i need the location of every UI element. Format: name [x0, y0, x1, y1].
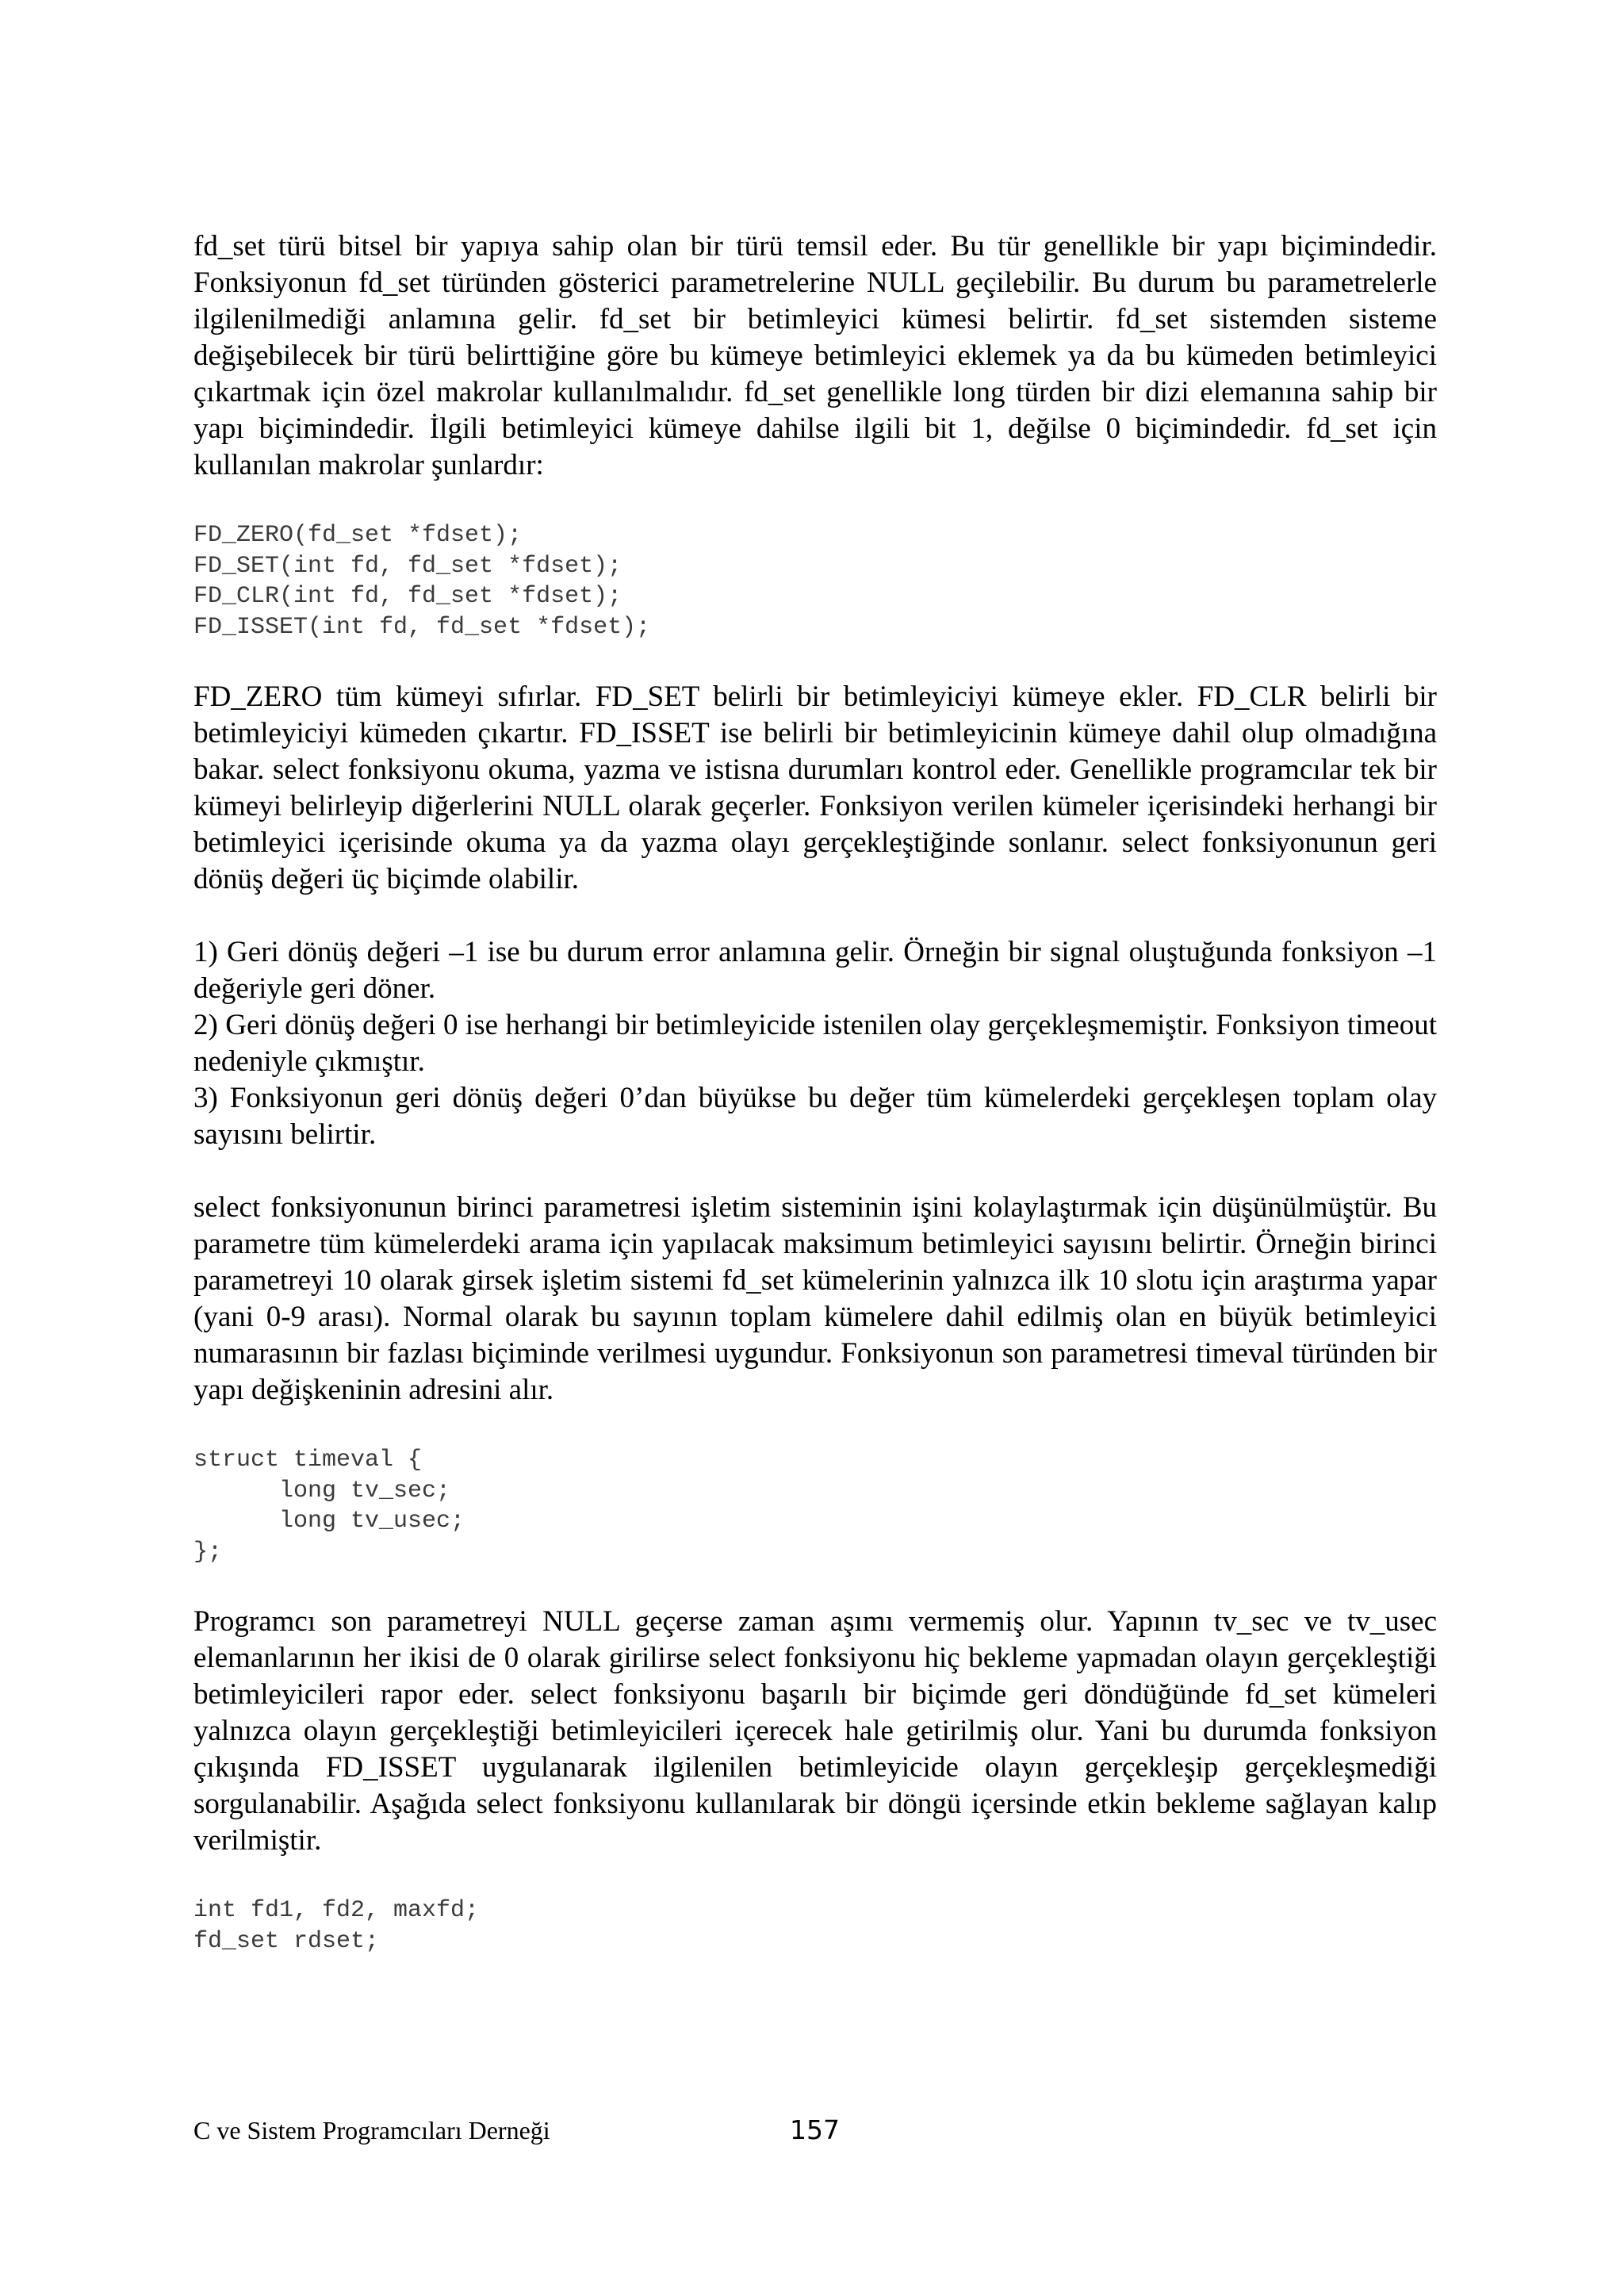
- paragraph-macros-description: FD_ZERO tüm kümeyi sıfırlar. FD_SET belirli bir betimleyiciyi kümeye ekler. FD_CLR belirli bir betimleyiciyi kümeden çıkartır. FD_ISSET ise belirli bir betimleyicinin kümeye dahil olup olmadığına bakar. select fonksiyonu okuma, yazma ve istisna durumları kontrol eder. Genellikle programcılar tek bir kümeyi belirleyip diğerlerini NULL olarak geçerler. Fonksiyon verilen kümeler içerisindeki herhangi bir betimleyici içerisinde okuma ya da yazma olayı gerçekleştiğinde sonlanır. select fonksiyonunun geri dönüş değeri üç biçimde olabilir.: [193, 680, 1437, 895]
- code-block-timeval: struct timeval { long tv_sec; long tv_usec; };: [193, 1447, 465, 1566]
- page-number: 157: [790, 2114, 840, 2145]
- list-item: 1) Geri dönüş değeri –1 ise bu durum error anlamına gelir. Örneğin bir signal oluştuğunda fonksiyon –1 değeriyle geri döner.: [193, 936, 1437, 1005]
- paragraph-fd-set-intro: fd_set türü bitsel bir yapıya sahip olan bir türü temsil eder. Bu tür genellikle bir yapı biçimindedir. Fonksiyonun fd_set türünden gösterici parametrelerine NULL geçilebilir. Bu durum bu parametrelerle ilgilenilmediği anlamına gelir. fd_set bir betimleyici kümesi belirtir. fd_set sistemden sisteme değişebilecek bir türü belirttiğine göre bu kümeye betimleyici eklemek ya da bu kümeden betimleyici çıkartmak için özel makrolar kullanılmalıdır. fd_set genellikle long türden bir dizi elemanına sahip bir yapı biçimindedir. İlgili betimleyici kümeye dahilse ilgili bit 1, değilse 0 biçimindedir. fd_set için kullanılan makrolar şunlardır:: [193, 230, 1437, 481]
- list-item: 3) Fonksiyonun geri dönüş değeri 0’dan büyükse bu değer tüm kümelerdeki gerçekleşen toplam olay sayısını belirtir.: [193, 1082, 1437, 1151]
- code-block-macros: FD_ZERO(fd_set *fdset); FD_SET(int fd, fd_set *fdset); FD_CLR(int fd, fd_set *fdset); FD_ISSET(int fd, fd_set *fdset);: [193, 522, 651, 641]
- return-value-list: [193, 934, 1437, 1153]
- footer-organization: C ve Sistem Programcıları Derneği: [193, 2116, 550, 2145]
- paragraph-timeout: Programcı son parametreyi NULL geçerse zaman aşımı vermemiş olur. Yapının tv_sec ve tv_usec elemanlarının her ikisi de 0 olarak girilirse select fonksiyonu hiç bekleme yapmadan olayın gerçekleştiği betimleyicileri rapor eder. select fonksiyonu başarılı bir biçimde geri döndüğünde fd_set kümeleri yalnızca olayın gerçekleştiği betimleyicileri içerecek hale getirilmiş olur. Yani bu durumda fonksiyon çıkışında FD_ISSET uygulanarak ilgilenilen betimleyicide olayın gerçekleşip gerçekleşmediği sorgulanabilir. Aşağıda select fonksiyonu kullanılarak bir döngü içersinde etkin bekleme sağlayan kalıp verilmiştir.: [193, 1605, 1437, 1857]
- code-block-variables: int fd1, fd2, maxfd; fd_set rdset;: [193, 1897, 480, 1955]
- page-content: [193, 228, 1437, 1957]
- list-item: 2) Geri dönüş değeri 0 ise herhangi bir betimleyicide istenilen olay gerçekleşmemiştir. Fonksiyon timeout nedeniyle çıkmıştır.: [193, 1009, 1437, 1078]
- paragraph-first-parameter: select fonksiyonunun birinci parametresi işletim sisteminin işini kolaylaştırmak için düşünülmüştür. Bu parametre tüm kümelerdeki arama için yapılacak maksimum betimleyici sayısını belirtir. Örneğin birinci parametreyi 10 olarak girsek işletim sistemi fd_set kümelerinin yalnızca ilk 10 slotu için araştırma yapar (yani 0-9 arası). Normal olarak bu sayının toplam kümelere dahil edilmiş olan en büyük betimleyici numarasının bir fazlası biçiminde verilmesi uygundur. Fonksiyonun son parametresi timeval türünden bir yapı değişkeninin adresini alır.: [193, 1191, 1437, 1406]
